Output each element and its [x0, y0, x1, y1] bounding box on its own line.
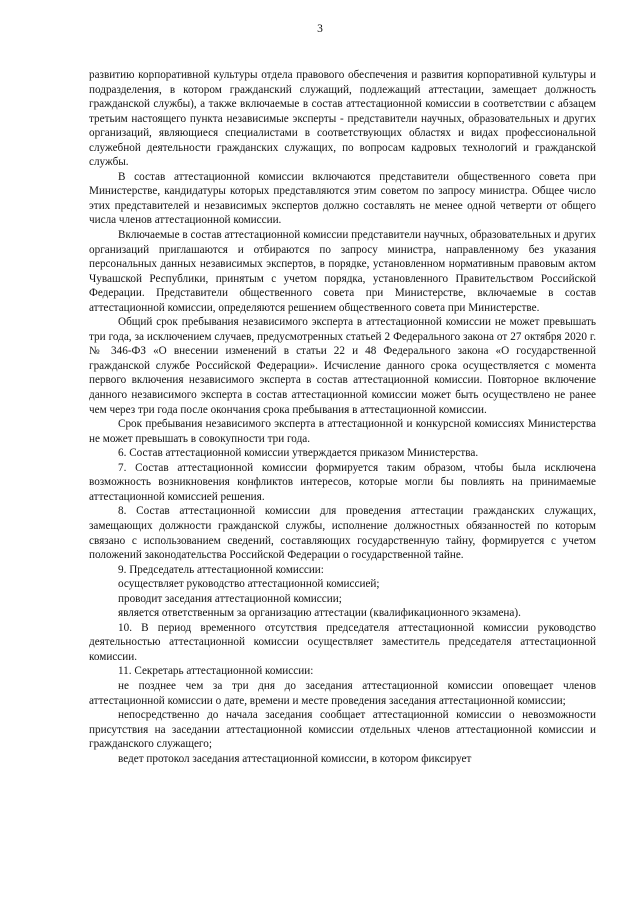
document-body: [89, 68, 596, 766]
paragraph-continuation: развитию корпоративной культуры отдела правового обеспечения и развития корпоративной культуры и подразделения, в котором гражданский служащий, подлежащий аттестации, замещает должность гражданской службы), а также включаемые в состав аттестационной комиссии в соответствии с абзацем третьим настоящего пункта независимые эксперты - представители научных, образовательных и других организаций, являющиеся специалистами в соответствующих областях и видах профессиональной служебной деятельности гражданских служащих, по вопросам кадровых технологий и гражданской службы.: [89, 69, 596, 169]
paragraph-expert-total-term: Срок пребывания независимого эксперта в аттестационной и конкурсной комиссиях Министерства не может превышать в совокупности три года.: [89, 418, 596, 445]
paragraph-chair-duty-3: является ответственным за организацию аттестации (квалификационного экзамена).: [118, 607, 521, 620]
paragraph-chair-duty-2: проводит заседания аттестационной комиссии;: [118, 592, 342, 605]
paragraph-item-6: 6. Состав аттестационной комиссии утверждается приказом Министерства.: [118, 447, 479, 460]
paragraph-chair-duty-1: осуществляет руководство аттестационной комиссией;: [118, 578, 380, 591]
paragraph-item-7: 7. Состав аттестационной комиссии формируется таким образом, чтобы была исключена возможность возникновения конфликтов интересов, которые могли бы повлиять на принимаемые аттестационной комиссией решения.: [89, 461, 596, 503]
paragraph-experts-selection: Включаемые в состав аттестационной комиссии представители научных, образовательных и других организаций приглашаются и отбираются по запросу министра, направленному без указания персональных данных независимых экспертов, в порядке, установленном нормативным правовым актом Чувашской Республики, принятым с учетом порядка, установленного Правительством Российской Федерации. Представители общественного совета при Министерстве, включаемые в состав аттестационной комиссии, определяются решением общественного совета при Министерстве.: [89, 229, 596, 314]
paragraph-secretary-duty-1: не позднее чем за три дня до заседания аттестационной комиссии оповещает членов аттестационной комиссии о дате, времени и месте проведения заседания аттестационной комиссии;: [89, 679, 596, 707]
paragraph-item-9: 9. Председатель аттестационной комиссии:: [118, 563, 324, 576]
paragraph-secretary-duty-3: ведет протокол заседания аттестационной комиссии, в котором фиксирует: [118, 752, 472, 765]
page-number: 3: [317, 23, 323, 35]
paragraph-item-8: 8. Состав аттестационной комиссии для проведения аттестации гражданских служащих, замещающих должности гражданской службы, исполнение должностных обязанностей по которым связано с использованием сведений, составляющих государственную тайну, формируется с учетом положений законодательства Российской Федерации о государственной тайне.: [89, 505, 596, 562]
paragraph-item-10: 10. В период временного отсутствия председателя аттестационной комиссии руководство деятельностью аттестационной комиссии осуществляет заместитель председателя аттестационной комиссии.: [89, 621, 596, 663]
paragraph-item-11: 11. Секретарь аттестационной комиссии:: [118, 665, 314, 678]
paragraph-secretary-duty-2: непосредственно до начала заседания сообщает аттестационной комиссии о невозможности присутствия на заседании аттестационной комиссии отдельных членов аттестационной комиссии и гражданского служащего;: [89, 709, 596, 751]
paragraph-public-council: В состав аттестационной комиссии включаются представители общественного совета при Министерстве, кандидатуры которых представляются этим советом по запросу министра. Общее число этих представителей и независимых экспертов должно составлять не менее одной четверти от общего числа членов аттестационной комиссии.: [89, 170, 596, 227]
paragraph-expert-term: Общий срок пребывания независимого эксперта в аттестационной комиссии не может превышать три года, за исключением случаев, предусмотренных статьей 2 Федерального закона от 27 октября 2020 г. № 346-ФЗ «О внесении изменений в статьи 22 и 48 Федерального закона «О государственной гражданской службе Российской Федерации». Исчисление данного срока осуществляется с момента первого включения независимого эксперта в состав аттестационной комиссии. Повторное включение данного независимого эксперта в состав аттестационной комиссии может быть осуществлено не ранее чем через три года после окончания срока пребывания в аттестационной комиссии.: [89, 316, 596, 416]
